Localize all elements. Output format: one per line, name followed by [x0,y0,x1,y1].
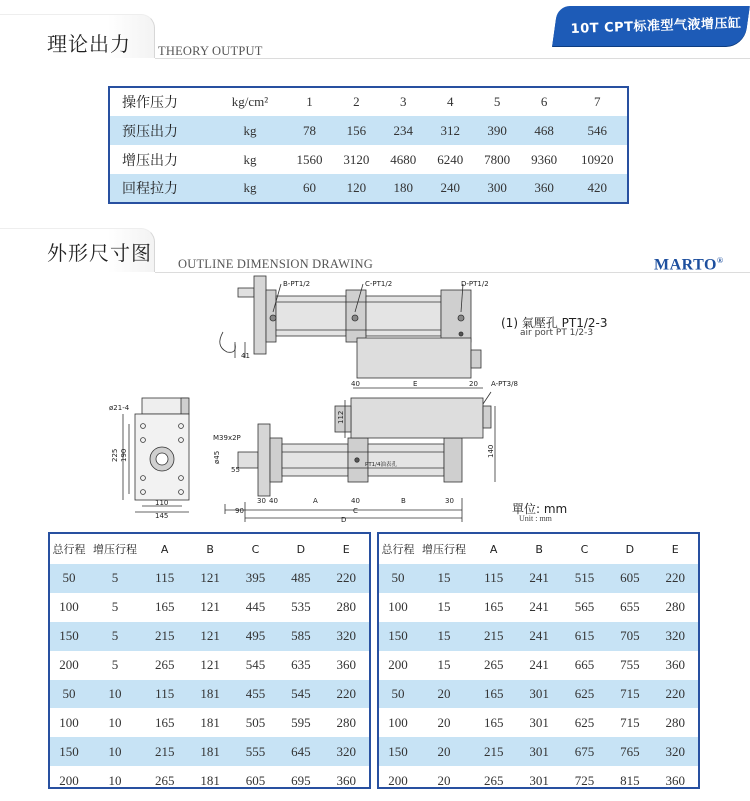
row-unit: kg [214,174,286,203]
table-cell: 3120 [343,151,370,167]
table-cell: 495 [233,622,278,651]
table-cell: 215 [142,622,187,651]
header-row [50,534,369,564]
table-cell: 50 [379,564,417,593]
table-cell: 165 [471,680,516,709]
table-cell: 515 [562,564,607,593]
table-cell: 360 [665,657,686,673]
table-cell: 585 [278,622,323,651]
table-cell: 115 [142,680,187,709]
dim-top-e: E [413,380,418,388]
table-cell: 165 [154,714,175,730]
header-row [379,534,698,564]
table-cell: 220 [324,564,369,593]
table-cell: 555 [233,737,278,766]
brand-logo: MARTO® [654,256,724,274]
table-cell: 234 [380,116,427,145]
table-cell: 215 [471,737,516,766]
table-cell: 121 [187,564,232,593]
table-cell: 50 [50,680,88,709]
table-cell: 445 [245,599,266,615]
table-cell: 265 [154,772,175,788]
row-unit: kg [214,116,286,145]
table-cell: 3 [400,94,407,109]
table-row [50,622,369,651]
table-cell: 280 [665,714,686,730]
table-row [50,564,369,593]
table-row [50,651,369,680]
table-cell: 6240 [437,151,464,167]
table-row [379,708,698,737]
dim-21: ø21-4 [109,404,130,412]
table-cell: 20 [437,714,451,730]
table-cell: 156 [333,116,380,145]
row-label: 预压出力 [109,116,214,145]
table-cell: 4 [446,94,454,109]
table-cell: 605 [607,564,652,593]
table-cell: 280 [665,599,686,615]
column-header: 总行程 [52,543,86,556]
table-cell: 5 [111,599,119,615]
column-header: C [251,542,260,556]
table-cell: 705 [607,622,652,651]
table-cell: 150 [50,622,88,651]
table-cell: 181 [200,714,220,730]
table-cell: 301 [529,714,549,730]
table-row [109,87,628,116]
table-cell: 455 [233,680,278,709]
table-cell: 20 [417,680,471,709]
table-cell: 200 [59,657,79,673]
table-cell: 546 [568,116,628,145]
table-cell: 280 [336,599,357,615]
heading-en: OUTLINE DIMENSION DRAWING [178,257,373,271]
unit-label-en: Unit : mm [519,514,552,523]
dim-top-20: 20 [469,380,478,388]
table-cell: 505 [245,714,266,730]
table-cell: 220 [324,680,369,709]
table-cell: 165 [483,599,504,615]
dim-55: 55 [231,466,240,474]
table-cell: 9360 [531,151,558,167]
table-cell: 10 [108,714,122,730]
table-cell: 675 [562,737,607,766]
column-header: C [580,542,589,556]
table-cell: 100 [388,599,408,615]
heading-en: THEORY OUTPUT [158,44,263,58]
table-cell: 301 [516,680,561,709]
table-row [50,766,369,795]
row-unit: kg/cm² [231,94,269,109]
table-cell: 50 [50,564,88,593]
table-cell: 100 [59,714,79,730]
table-cell: 15 [417,564,471,593]
table-cell: 5 [111,657,119,673]
table-cell: 60 [286,174,333,203]
table-cell: 241 [516,564,561,593]
table-cell: 1560 [296,151,323,167]
heading-cn: 理论出力 [47,32,131,56]
dim-30-right: 30 [445,497,454,505]
table-cell: 10 [108,772,122,788]
table-cell: 220 [653,564,698,593]
dim-40-mid: 40 [351,497,360,505]
dim-40-left: 40 [269,497,278,505]
table-cell: 468 [521,116,568,145]
row-label: 操作压力 [122,95,178,111]
table-cell: 200 [388,657,408,673]
table-cell: 165 [154,599,175,615]
dim-225: 225 [111,448,119,462]
row-label: 增压出力 [122,152,178,169]
table-cell: 120 [333,174,380,203]
table-cell: 180 [380,174,427,203]
table-cell: 5 [493,94,501,109]
table-cell: 715 [607,680,652,709]
column-header: D [296,542,306,556]
table-row [50,680,369,709]
table-cell: 10 [88,737,142,766]
table-row [379,680,698,709]
table-cell: 121 [187,622,232,651]
table-cell: 200 [59,772,79,788]
table-cell: 181 [187,680,232,709]
table-row [50,593,369,622]
table-cell: 215 [142,737,187,766]
table-cell: 815 [620,772,640,788]
table-cell: 535 [291,599,311,615]
table-row [50,737,369,766]
table-cell: 625 [562,680,607,709]
table-cell: 241 [529,657,549,673]
column-header: E [342,542,350,556]
dim-112: 112 [337,410,345,424]
table-cell: 100 [59,599,79,615]
dim-top-40: 40 [351,380,360,388]
table-cell: 5 [88,564,142,593]
table-cell: 7800 [484,151,511,167]
port-b-label: B-PT1/2 [283,280,311,288]
table-cell: 4680 [390,151,417,167]
table-cell: 320 [324,737,369,766]
outline-dimension-drawing [95,272,655,524]
table-row [50,708,369,737]
table-cell: 15 [437,599,451,615]
table-cell: 121 [200,657,220,673]
top-view [220,276,481,378]
table-cell: 150 [379,737,417,766]
table-cell: 115 [471,564,516,593]
table-cell: 7 [594,94,601,109]
table-row [379,564,698,593]
column-header: 总行程 [381,543,415,556]
table-cell: 725 [574,772,595,788]
table-cell: 320 [653,737,698,766]
row-unit: kg [243,151,257,167]
table-cell: 265 [483,772,504,788]
table-cell: 15 [437,657,451,673]
column-header: 增压行程 [93,543,137,556]
table-cell: 78 [286,116,333,145]
dim-90: 90 [235,507,244,515]
dim-45: ø45 [213,450,221,464]
table-cell: 280 [336,714,357,730]
table-row [379,622,698,651]
table-row [379,593,698,622]
table-cell: 181 [187,737,232,766]
port-c-label: C-PT1/2 [365,280,393,288]
dim-b: B [401,497,406,505]
table-row [379,651,698,680]
table-cell: 301 [529,772,549,788]
outline-drawing-heading [0,228,750,274]
table-cell: 121 [200,599,220,615]
table-cell: 181 [200,772,220,788]
column-header: B [535,542,543,556]
table-cell: 312 [427,116,474,145]
theory-output-heading [0,14,750,60]
table-cell: 5 [88,622,142,651]
dim-41: 41 [241,352,250,360]
row-label: 回程拉力 [109,174,214,203]
dim-c: C [353,507,358,515]
table-cell: 420 [568,174,628,203]
table-cell: 220 [653,680,698,709]
heading-cn: 外形尺寸图 [47,241,152,265]
table-cell: 360 [521,174,568,203]
table-cell: 320 [653,622,698,651]
table-cell: 215 [471,622,516,651]
column-header: 增压行程 [422,543,466,556]
table-row [109,174,628,203]
theory-output-table [108,86,629,204]
thread-label: M39x2P [213,434,241,442]
column-header: E [671,542,679,556]
table-cell: 150 [50,737,88,766]
column-header: A [489,542,498,556]
table-cell: 10 [88,680,142,709]
unit-label: 單位: mm [512,502,568,516]
table-cell: 360 [665,772,686,788]
table-cell: 150 [379,622,417,651]
gauge-port-label: PT1/4油表孔 [365,462,398,468]
table-cell: 265 [483,657,504,673]
table-cell: 15 [417,622,471,651]
table-cell: 1 [306,94,313,109]
table-cell: 545 [278,680,323,709]
table-cell: 395 [233,564,278,593]
table-cell: 301 [516,737,561,766]
table-cell: 241 [516,622,561,651]
table-cell: 390 [474,116,521,145]
table-cell: 635 [291,657,311,673]
table-cell: 625 [574,714,595,730]
banner-title: 10T CPT标准型气液增压缸 [570,16,742,37]
table-cell: 755 [620,657,640,673]
table-cell: 240 [427,174,474,203]
table-cell: 2 [353,94,360,109]
dim-30-left: 30 [257,497,266,505]
table-cell: 615 [562,622,607,651]
table-cell: 115 [142,564,187,593]
dim-145: 145 [155,512,169,520]
table-cell: 200 [388,772,408,788]
table-cell: 320 [324,622,369,651]
table-cell: 20 [437,772,451,788]
dimension-table-left [48,532,371,789]
dim-140: 140 [487,444,495,458]
column-header: D [625,542,635,556]
table-cell: 241 [529,599,549,615]
dim-d: D [341,516,347,524]
table-row [109,145,628,174]
table-cell: 655 [620,599,640,615]
table-cell: 605 [245,772,266,788]
table-cell: 595 [291,714,311,730]
air-port-note: (1) 氣壓孔 PT1/2-3 [501,316,608,330]
table-cell: 20 [417,737,471,766]
table-cell: 545 [245,657,266,673]
table-cell: 565 [574,599,595,615]
table-cell: 765 [607,737,652,766]
table-cell: 360 [336,657,357,673]
port-a-label: A-PT3/8 [491,380,518,388]
dim-190: 190 [120,448,128,462]
table-cell: 645 [278,737,323,766]
port-d-label: D-PT1/2 [461,280,489,288]
table-cell: 300 [474,174,521,203]
end-view [123,398,189,512]
table-cell: 715 [620,714,640,730]
table-cell: 695 [291,772,311,788]
table-cell: 50 [379,680,417,709]
table-cell: 485 [278,564,323,593]
dim-a: A [313,497,318,505]
table-cell: 665 [574,657,595,673]
table-cell: 165 [483,714,504,730]
table-row [379,737,698,766]
dim-110: 110 [155,499,169,507]
table-row [109,116,628,145]
table-cell: 360 [336,772,357,788]
table-row [379,766,698,795]
table-cell: 265 [154,657,175,673]
table-cell: 6 [540,94,548,109]
column-header: B [206,542,214,556]
table-cell: 10920 [581,151,614,167]
table-cell: 100 [388,714,408,730]
dimension-table-right [377,532,700,789]
air-port-note-en: air port PT 1/2-3 [520,328,594,338]
heading-rule [155,58,750,59]
column-header: A [160,542,169,556]
